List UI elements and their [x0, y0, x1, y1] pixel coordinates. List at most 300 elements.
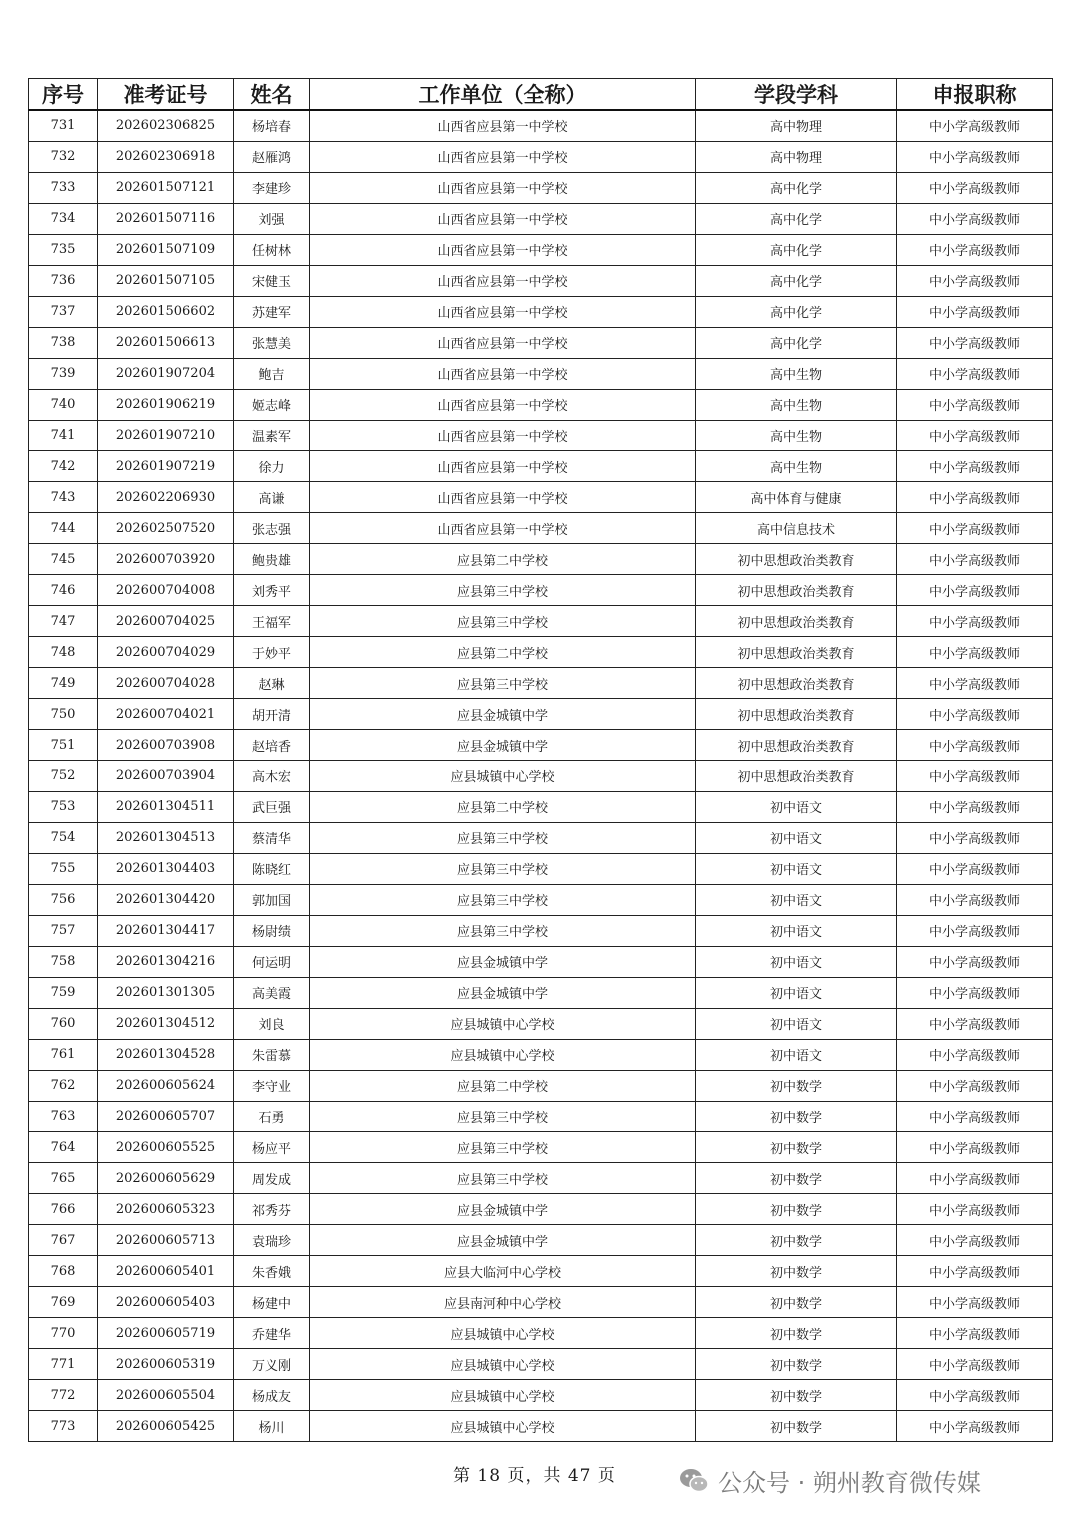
cell-exam-id: 202601304511 [98, 791, 234, 822]
cell-subject: 初中语文 [696, 1008, 897, 1039]
teacher-list-table [28, 78, 1053, 1442]
table-row [29, 575, 1053, 606]
cell-work-unit: 山西省应县第一中学校 [310, 420, 696, 451]
cell-work-unit: 应县第三中学校 [310, 822, 696, 853]
cell-name: 武巨强 [234, 791, 310, 822]
cell-title: 中小学高级教师 [897, 327, 1053, 358]
cell-title: 中小学高级教师 [897, 946, 1053, 977]
cell-work-unit: 应县第三中学校 [310, 1132, 696, 1163]
cell-exam-id: 202601507105 [98, 265, 234, 296]
cell-title: 中小学高级教师 [897, 296, 1053, 327]
cell-work-unit: 应县第三中学校 [310, 1101, 696, 1132]
table-row [29, 1008, 1053, 1039]
table-row [29, 203, 1053, 234]
cell-subject: 高中化学 [696, 265, 897, 296]
cell-subject: 初中语文 [696, 822, 897, 853]
cell-title: 中小学高级教师 [897, 141, 1053, 172]
cell-serial: 740 [29, 389, 98, 420]
header-exam-id: 准考证号 [98, 79, 234, 111]
cell-title: 中小学高级教师 [897, 203, 1053, 234]
cell-name: 乔建华 [234, 1318, 310, 1349]
cell-serial: 764 [29, 1132, 98, 1163]
cell-title: 中小学高级教师 [897, 389, 1053, 420]
cell-exam-id: 202601907204 [98, 358, 234, 389]
cell-work-unit: 应县城镇中心学校 [310, 1380, 696, 1411]
cell-name: 祁秀芬 [234, 1194, 310, 1225]
cell-title: 中小学高级教师 [897, 1008, 1053, 1039]
cell-name: 温素军 [234, 420, 310, 451]
cell-exam-id: 202601304420 [98, 884, 234, 915]
cell-work-unit: 山西省应县第一中学校 [310, 513, 696, 544]
cell-name: 赵琳 [234, 668, 310, 699]
cell-exam-id: 202600703908 [98, 730, 234, 761]
table-row [29, 822, 1053, 853]
cell-subject: 初中思想政治类教育 [696, 730, 897, 761]
cell-serial: 767 [29, 1225, 98, 1256]
table-row [29, 606, 1053, 637]
cell-title: 中小学高级教师 [897, 761, 1053, 792]
cell-exam-id: 202601304216 [98, 946, 234, 977]
cell-name: 高美霞 [234, 977, 310, 1008]
table-row [29, 482, 1053, 513]
table-row [29, 451, 1053, 482]
cell-exam-id: 202602507520 [98, 513, 234, 544]
table-row [29, 544, 1053, 575]
cell-serial: 765 [29, 1163, 98, 1194]
cell-name: 杨成友 [234, 1380, 310, 1411]
cell-exam-id: 202602306825 [98, 110, 234, 141]
cell-work-unit: 应县金城镇中学 [310, 730, 696, 761]
table-row [29, 1318, 1053, 1349]
cell-subject: 初中思想政治类教育 [696, 699, 897, 730]
cell-title: 中小学高级教师 [897, 1411, 1053, 1442]
cell-exam-id: 202600605624 [98, 1070, 234, 1101]
cell-serial: 738 [29, 327, 98, 358]
cell-subject: 高中物理 [696, 141, 897, 172]
cell-title: 中小学高级教师 [897, 482, 1053, 513]
cell-title: 中小学高级教师 [897, 853, 1053, 884]
cell-title: 中小学高级教师 [897, 1070, 1053, 1101]
cell-exam-id: 202601906219 [98, 389, 234, 420]
table-row [29, 1194, 1053, 1225]
cell-exam-id: 202601304528 [98, 1039, 234, 1070]
table-row [29, 1256, 1053, 1287]
cell-name: 郭加国 [234, 884, 310, 915]
cell-title: 中小学高级教师 [897, 544, 1053, 575]
cell-title: 中小学高级教师 [897, 265, 1053, 296]
cell-name: 刘强 [234, 203, 310, 234]
cell-exam-id: 202602306918 [98, 141, 234, 172]
cell-exam-id: 202601506613 [98, 327, 234, 358]
header-serial: 序号 [29, 79, 98, 111]
cell-title: 中小学高级教师 [897, 791, 1053, 822]
cell-name: 朱香娥 [234, 1256, 310, 1287]
cell-subject: 高中信息技术 [696, 513, 897, 544]
table-row [29, 1039, 1053, 1070]
cell-serial: 743 [29, 482, 98, 513]
cell-exam-id: 202600704029 [98, 637, 234, 668]
cell-name: 宋健玉 [234, 265, 310, 296]
cell-name: 朱雷慕 [234, 1039, 310, 1070]
table-row [29, 234, 1053, 265]
cell-exam-id: 202600704008 [98, 575, 234, 606]
cell-serial: 773 [29, 1411, 98, 1442]
cell-serial: 747 [29, 606, 98, 637]
cell-title: 中小学高级教师 [897, 1039, 1053, 1070]
cell-work-unit: 应县第二中学校 [310, 791, 696, 822]
cell-title: 中小学高级教师 [897, 1132, 1053, 1163]
cell-title: 中小学高级教师 [897, 637, 1053, 668]
cell-serial: 741 [29, 420, 98, 451]
cell-name: 李守业 [234, 1070, 310, 1101]
cell-serial: 757 [29, 915, 98, 946]
cell-name: 姬志峰 [234, 389, 310, 420]
cell-work-unit: 应县第二中学校 [310, 637, 696, 668]
cell-exam-id: 202600605425 [98, 1411, 234, 1442]
cell-exam-id: 202600703920 [98, 544, 234, 575]
cell-serial: 734 [29, 203, 98, 234]
cell-serial: 736 [29, 265, 98, 296]
cell-title: 中小学高级教师 [897, 420, 1053, 451]
cell-subject: 高中化学 [696, 203, 897, 234]
cell-work-unit: 山西省应县第一中学校 [310, 389, 696, 420]
cell-title: 中小学高级教师 [897, 915, 1053, 946]
cell-subject: 高中体育与健康 [696, 482, 897, 513]
cell-serial: 763 [29, 1101, 98, 1132]
table-row [29, 141, 1053, 172]
cell-subject: 初中数学 [696, 1318, 897, 1349]
cell-work-unit: 应县城镇中心学校 [310, 761, 696, 792]
cell-name: 杨建中 [234, 1287, 310, 1318]
cell-serial: 754 [29, 822, 98, 853]
cell-serial: 760 [29, 1008, 98, 1039]
table-body [29, 110, 1053, 1441]
cell-serial: 732 [29, 141, 98, 172]
cell-subject: 初中数学 [696, 1225, 897, 1256]
cell-title: 中小学高级教师 [897, 699, 1053, 730]
cell-name: 任树林 [234, 234, 310, 265]
cell-work-unit: 山西省应县第一中学校 [310, 482, 696, 513]
cell-exam-id: 202600605525 [98, 1132, 234, 1163]
cell-serial: 758 [29, 946, 98, 977]
cell-serial: 745 [29, 544, 98, 575]
cell-title: 中小学高级教师 [897, 730, 1053, 761]
cell-title: 中小学高级教师 [897, 668, 1053, 699]
cell-work-unit: 应县第二中学校 [310, 1070, 696, 1101]
table-row [29, 513, 1053, 544]
cell-subject: 初中数学 [696, 1287, 897, 1318]
cell-subject: 高中生物 [696, 358, 897, 389]
cell-title: 中小学高级教师 [897, 1101, 1053, 1132]
cell-subject: 初中数学 [696, 1380, 897, 1411]
cell-exam-id: 202601907219 [98, 451, 234, 482]
cell-exam-id: 202600605323 [98, 1194, 234, 1225]
table-row [29, 1101, 1053, 1132]
cell-subject: 初中数学 [696, 1194, 897, 1225]
cell-exam-id: 202600605504 [98, 1380, 234, 1411]
cell-subject: 初中思想政治类教育 [696, 637, 897, 668]
cell-subject: 初中数学 [696, 1163, 897, 1194]
cell-work-unit: 应县金城镇中学 [310, 946, 696, 977]
cell-exam-id: 202601507121 [98, 172, 234, 203]
cell-name: 高木宏 [234, 761, 310, 792]
cell-work-unit: 应县城镇中心学校 [310, 1008, 696, 1039]
cell-name: 何运明 [234, 946, 310, 977]
cell-work-unit: 山西省应县第一中学校 [310, 234, 696, 265]
cell-serial: 762 [29, 1070, 98, 1101]
cell-serial: 739 [29, 358, 98, 389]
cell-work-unit: 应县第三中学校 [310, 668, 696, 699]
cell-serial: 771 [29, 1349, 98, 1380]
cell-work-unit: 应县大临河中心学校 [310, 1256, 696, 1287]
table-row [29, 1132, 1053, 1163]
cell-work-unit: 应县金城镇中学 [310, 1225, 696, 1256]
table-header-row [29, 79, 1053, 111]
table-row [29, 1411, 1053, 1442]
wechat-icon [678, 1465, 710, 1497]
table-row [29, 1070, 1053, 1101]
cell-work-unit: 应县南河种中心学校 [310, 1287, 696, 1318]
cell-title: 中小学高级教师 [897, 822, 1053, 853]
cell-serial: 742 [29, 451, 98, 482]
cell-name: 鲍贵雄 [234, 544, 310, 575]
cell-exam-id: 202600703904 [98, 761, 234, 792]
cell-name: 刘秀平 [234, 575, 310, 606]
table-row [29, 1287, 1053, 1318]
table-row [29, 1380, 1053, 1411]
cell-title: 中小学高级教师 [897, 1256, 1053, 1287]
cell-exam-id: 202600605707 [98, 1101, 234, 1132]
table-row [29, 946, 1053, 977]
cell-subject: 初中数学 [696, 1101, 897, 1132]
cell-name: 胡开清 [234, 699, 310, 730]
cell-work-unit: 山西省应县第一中学校 [310, 451, 696, 482]
cell-title: 中小学高级教师 [897, 358, 1053, 389]
cell-title: 中小学高级教师 [897, 1225, 1053, 1256]
header-name: 姓名 [234, 79, 310, 111]
cell-work-unit: 应县第三中学校 [310, 1163, 696, 1194]
cell-serial: 766 [29, 1194, 98, 1225]
cell-serial: 752 [29, 761, 98, 792]
cell-exam-id: 202600605629 [98, 1163, 234, 1194]
cell-subject: 初中语文 [696, 1039, 897, 1070]
cell-work-unit: 应县第三中学校 [310, 853, 696, 884]
table-row [29, 977, 1053, 1008]
cell-title: 中小学高级教师 [897, 1380, 1053, 1411]
cell-exam-id: 202601907210 [98, 420, 234, 451]
cell-title: 中小学高级教师 [897, 1287, 1053, 1318]
cell-serial: 768 [29, 1256, 98, 1287]
cell-subject: 高中化学 [696, 234, 897, 265]
cell-subject: 高中化学 [696, 296, 897, 327]
cell-title: 中小学高级教师 [897, 234, 1053, 265]
cell-serial: 731 [29, 110, 98, 141]
cell-serial: 751 [29, 730, 98, 761]
cell-exam-id: 202600605719 [98, 1318, 234, 1349]
table-row [29, 1225, 1053, 1256]
cell-name: 张慧美 [234, 327, 310, 358]
cell-title: 中小学高级教师 [897, 513, 1053, 544]
cell-exam-id: 202601507109 [98, 234, 234, 265]
cell-subject: 高中生物 [696, 389, 897, 420]
cell-subject: 初中数学 [696, 1349, 897, 1380]
header-work-unit: 工作单位（全称） [310, 79, 696, 111]
cell-subject: 高中生物 [696, 451, 897, 482]
cell-serial: 759 [29, 977, 98, 1008]
cell-name: 杨川 [234, 1411, 310, 1442]
cell-subject: 高中化学 [696, 172, 897, 203]
cell-name: 高谦 [234, 482, 310, 513]
cell-subject: 初中思想政治类教育 [696, 606, 897, 637]
cell-subject: 高中生物 [696, 420, 897, 451]
cell-work-unit: 应县城镇中心学校 [310, 1349, 696, 1380]
cell-name: 石勇 [234, 1101, 310, 1132]
cell-subject: 高中化学 [696, 327, 897, 358]
cell-exam-id: 202601304512 [98, 1008, 234, 1039]
cell-title: 中小学高级教师 [897, 575, 1053, 606]
cell-subject: 初中思想政治类教育 [696, 668, 897, 699]
cell-subject: 初中语文 [696, 791, 897, 822]
cell-serial: 772 [29, 1380, 98, 1411]
cell-name: 赵培香 [234, 730, 310, 761]
cell-subject: 初中数学 [696, 1132, 897, 1163]
cell-name: 王福军 [234, 606, 310, 637]
cell-exam-id: 202600704025 [98, 606, 234, 637]
cell-serial: 744 [29, 513, 98, 544]
cell-exam-id: 202601506602 [98, 296, 234, 327]
cell-name: 蔡清华 [234, 822, 310, 853]
table-row [29, 1349, 1053, 1380]
cell-work-unit: 应县第三中学校 [310, 606, 696, 637]
cell-subject: 初中思想政治类教育 [696, 575, 897, 606]
cell-exam-id: 202600605401 [98, 1256, 234, 1287]
cell-exam-id: 202602206930 [98, 482, 234, 513]
cell-work-unit: 应县金城镇中学 [310, 699, 696, 730]
table-row [29, 853, 1053, 884]
cell-work-unit: 山西省应县第一中学校 [310, 203, 696, 234]
cell-work-unit: 应县城镇中心学校 [310, 1411, 696, 1442]
cell-title: 中小学高级教师 [897, 1194, 1053, 1225]
cell-title: 中小学高级教师 [897, 110, 1053, 141]
cell-serial: 770 [29, 1318, 98, 1349]
cell-title: 中小学高级教师 [897, 884, 1053, 915]
cell-subject: 初中语文 [696, 915, 897, 946]
cell-name: 周发成 [234, 1163, 310, 1194]
table-row [29, 668, 1053, 699]
cell-exam-id: 202600605403 [98, 1287, 234, 1318]
cell-name: 徐力 [234, 451, 310, 482]
cell-work-unit: 应县第三中学校 [310, 575, 696, 606]
cell-title: 中小学高级教师 [897, 1163, 1053, 1194]
cell-serial: 749 [29, 668, 98, 699]
cell-name: 于妙平 [234, 637, 310, 668]
table-row [29, 637, 1053, 668]
cell-subject: 初中思想政治类教育 [696, 544, 897, 575]
cell-exam-id: 202601304403 [98, 853, 234, 884]
cell-work-unit: 应县金城镇中学 [310, 977, 696, 1008]
cell-title: 中小学高级教师 [897, 451, 1053, 482]
table-row [29, 699, 1053, 730]
cell-work-unit: 应县城镇中心学校 [310, 1318, 696, 1349]
header-subject: 学段学科 [696, 79, 897, 111]
cell-subject: 初中数学 [696, 1411, 897, 1442]
table-row [29, 110, 1053, 141]
cell-name: 张志强 [234, 513, 310, 544]
cell-serial: 737 [29, 296, 98, 327]
cell-work-unit: 山西省应县第一中学校 [310, 265, 696, 296]
table-row [29, 791, 1053, 822]
cell-work-unit: 山西省应县第一中学校 [310, 110, 696, 141]
cell-name: 袁瑞珍 [234, 1225, 310, 1256]
table-row [29, 915, 1053, 946]
table-row [29, 884, 1053, 915]
cell-name: 万义刚 [234, 1349, 310, 1380]
cell-work-unit: 应县第三中学校 [310, 915, 696, 946]
cell-name: 李建珍 [234, 172, 310, 203]
cell-title: 中小学高级教师 [897, 977, 1053, 1008]
table-row [29, 389, 1053, 420]
cell-subject: 初中数学 [696, 1256, 897, 1287]
cell-title: 中小学高级教师 [897, 172, 1053, 203]
cell-exam-id: 202601507116 [98, 203, 234, 234]
cell-work-unit: 应县城镇中心学校 [310, 1039, 696, 1070]
cell-serial: 755 [29, 853, 98, 884]
cell-title: 中小学高级教师 [897, 606, 1053, 637]
cell-title: 中小学高级教师 [897, 1318, 1053, 1349]
cell-subject: 高中物理 [696, 110, 897, 141]
cell-subject: 初中数学 [696, 1070, 897, 1101]
cell-subject: 初中语文 [696, 853, 897, 884]
cell-exam-id: 202601304513 [98, 822, 234, 853]
cell-exam-id: 202601301305 [98, 977, 234, 1008]
table-row [29, 761, 1053, 792]
cell-subject: 初中语文 [696, 977, 897, 1008]
cell-serial: 761 [29, 1039, 98, 1070]
table-row [29, 265, 1053, 296]
cell-subject: 初中思想政治类教育 [696, 761, 897, 792]
header-title: 申报职称 [897, 79, 1053, 111]
watermark [678, 1463, 981, 1498]
watermark-text: 公众号 · 朔州教育微传媒 [718, 1469, 981, 1497]
cell-name: 杨尉绩 [234, 915, 310, 946]
table-row [29, 296, 1053, 327]
cell-exam-id: 202601304417 [98, 915, 234, 946]
cell-work-unit: 山西省应县第一中学校 [310, 296, 696, 327]
table-row [29, 420, 1053, 451]
cell-name: 赵雁鸿 [234, 141, 310, 172]
cell-serial: 748 [29, 637, 98, 668]
cell-name: 陈晓红 [234, 853, 310, 884]
cell-serial: 746 [29, 575, 98, 606]
table-row [29, 327, 1053, 358]
cell-work-unit: 山西省应县第一中学校 [310, 358, 696, 389]
cell-work-unit: 应县金城镇中学 [310, 1194, 696, 1225]
page-number: 第 18 页，共 47 页 [453, 1466, 616, 1486]
table-row [29, 172, 1053, 203]
cell-name: 苏建军 [234, 296, 310, 327]
cell-serial: 753 [29, 791, 98, 822]
cell-name: 杨应平 [234, 1132, 310, 1163]
cell-serial: 733 [29, 172, 98, 203]
cell-exam-id: 202600605713 [98, 1225, 234, 1256]
cell-name: 刘良 [234, 1008, 310, 1039]
cell-subject: 初中语文 [696, 884, 897, 915]
cell-title: 中小学高级教师 [897, 1349, 1053, 1380]
cell-work-unit: 山西省应县第一中学校 [310, 327, 696, 358]
table-row [29, 1163, 1053, 1194]
table-row [29, 358, 1053, 389]
cell-serial: 735 [29, 234, 98, 265]
